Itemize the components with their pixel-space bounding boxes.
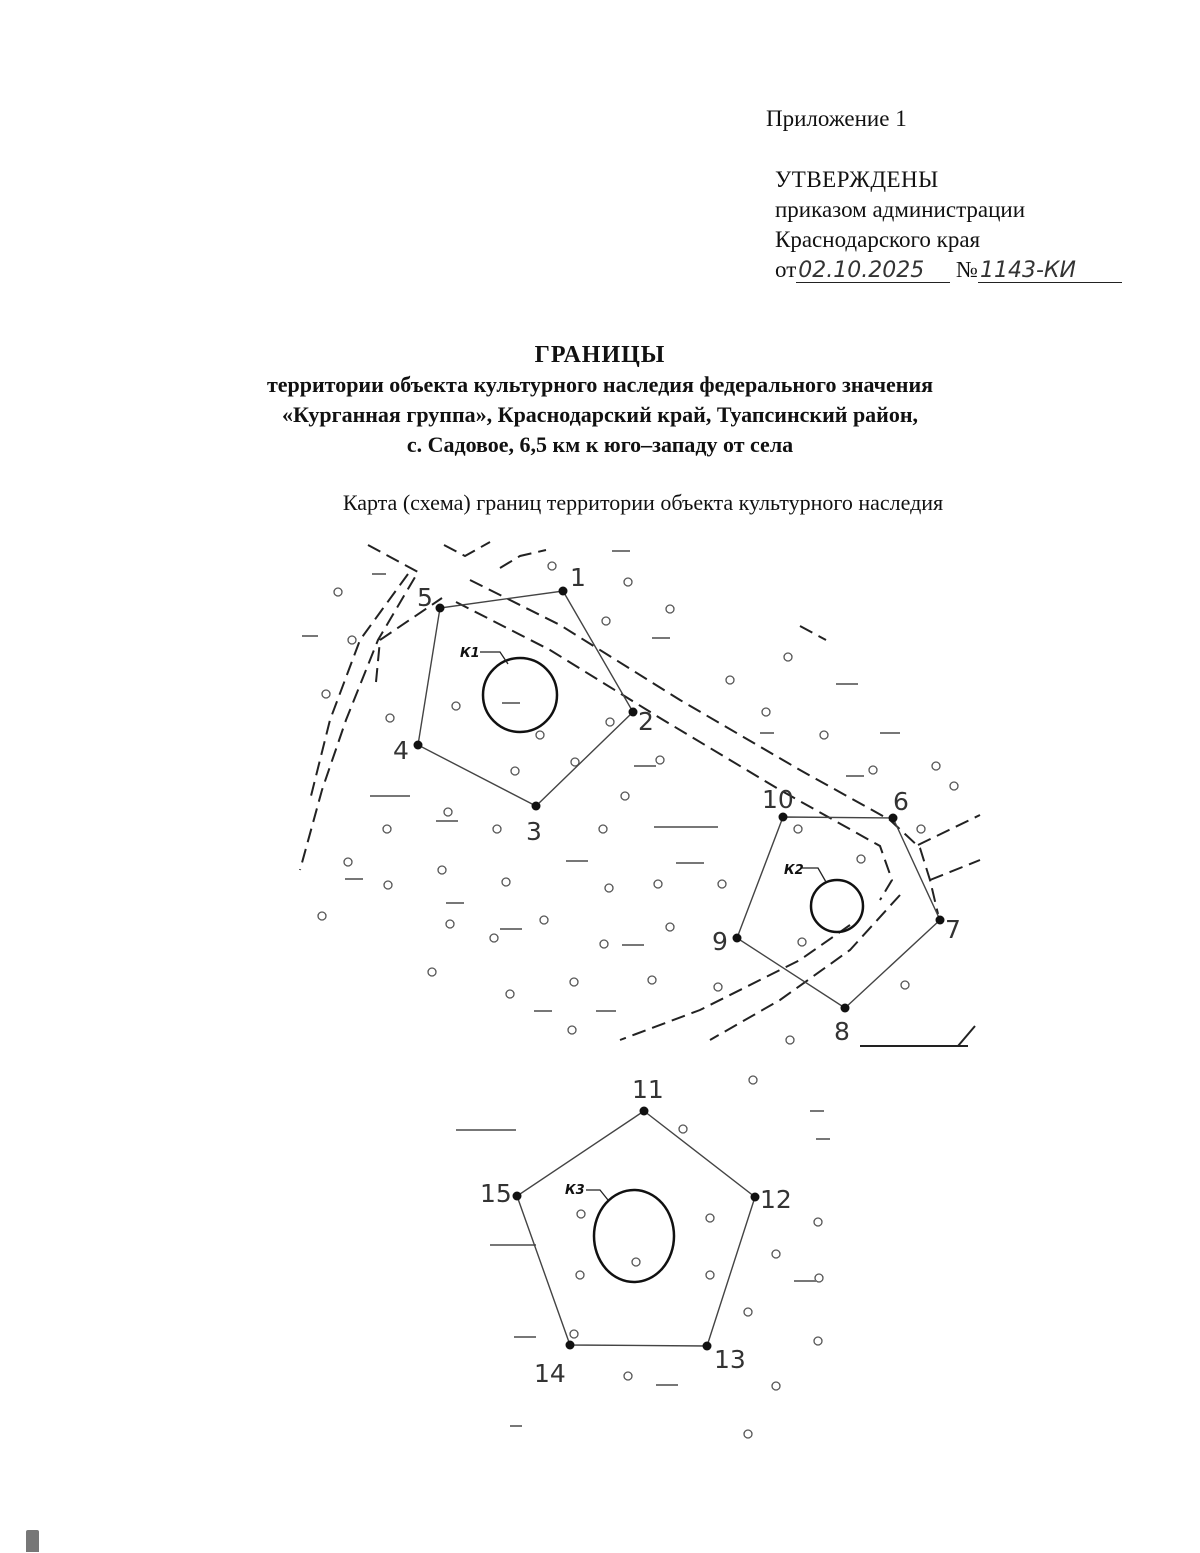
handwritten-number: 1143-КИ [978, 260, 1122, 283]
mound-circles [483, 658, 863, 1282]
mound-k1-circle [483, 658, 557, 732]
vertex-label-13: 13 [714, 1345, 746, 1374]
heading-line-2: «Курганная группа», Краснодарский край, Туапсинский район, [281, 402, 919, 427]
vertex-label-15: 15 [480, 1179, 512, 1208]
mound-k3-circle [594, 1190, 674, 1282]
vertex-label-5: 5 [417, 583, 433, 612]
vertex-15 [513, 1192, 522, 1201]
vertex-11 [640, 1107, 649, 1116]
heading-line-3: с. Садовое, 6,5 км к юго–западу от села [406, 432, 794, 457]
vertex-label-7: 7 [945, 915, 961, 944]
vertex-label-8: 8 [834, 1017, 850, 1046]
dashed-roads [300, 542, 980, 1040]
mound-k2-circle [811, 880, 863, 932]
vertex-label-3: 3 [526, 817, 542, 846]
appendix-label: Приложение 1 [766, 106, 907, 131]
vertex-2 [629, 708, 638, 717]
handwritten-date: 02.10.2025 [796, 260, 950, 283]
vertex-9 [733, 934, 742, 943]
scale-bar [860, 1026, 975, 1046]
vertex-14 [566, 1341, 575, 1350]
vertex-1 [559, 587, 568, 596]
vertex-7 [936, 916, 945, 925]
approval-line-1: приказом администрации [775, 197, 1026, 222]
vertex-label-6: 6 [893, 787, 909, 816]
heading-line-1: территории объекта культурного наследия федерального значения [266, 372, 934, 397]
approval-line-2: Краснодарского края [775, 227, 981, 252]
vertex-label-10: 10 [762, 785, 794, 814]
territory-2-boundary [737, 817, 940, 1008]
vertex-label-1: 1 [570, 563, 586, 592]
vertex-13 [703, 1342, 712, 1351]
survey-symbols [318, 562, 958, 1438]
vertex-8 [841, 1004, 850, 1013]
boundary-vertices [414, 587, 945, 1351]
boundary-lines [418, 591, 940, 1346]
vertex-4 [414, 741, 423, 750]
survey-dots [302, 550, 900, 1427]
vertex-3 [532, 802, 541, 811]
mound-label-k1: К1 [460, 646, 480, 661]
territory-1-boundary [418, 591, 633, 806]
vertex-label-9: 9 [712, 927, 728, 956]
number-prefix: № [956, 257, 978, 282]
vertex-label-11: 11 [632, 1075, 664, 1104]
vertex-12 [751, 1193, 760, 1202]
territory-3-boundary [517, 1111, 755, 1346]
vertex-label-4: 4 [393, 736, 409, 765]
vertex-label-12: 12 [760, 1185, 792, 1214]
mound-label-k3: К3 [565, 1183, 585, 1198]
approval-title: УТВЕРЖДЕНЫ [775, 167, 939, 192]
vertex-5 [436, 604, 445, 613]
page-corner-mark [26, 1530, 39, 1552]
map-caption: Карта (схема) границ территории объекта культурного наследия [342, 490, 944, 515]
heading-title: ГРАНИЦЫ [534, 342, 666, 368]
date-prefix: от [775, 257, 797, 282]
vertex-label-14: 14 [534, 1359, 566, 1388]
mound-label-k2: К2 [784, 863, 804, 878]
vertex-label-2: 2 [638, 707, 654, 736]
